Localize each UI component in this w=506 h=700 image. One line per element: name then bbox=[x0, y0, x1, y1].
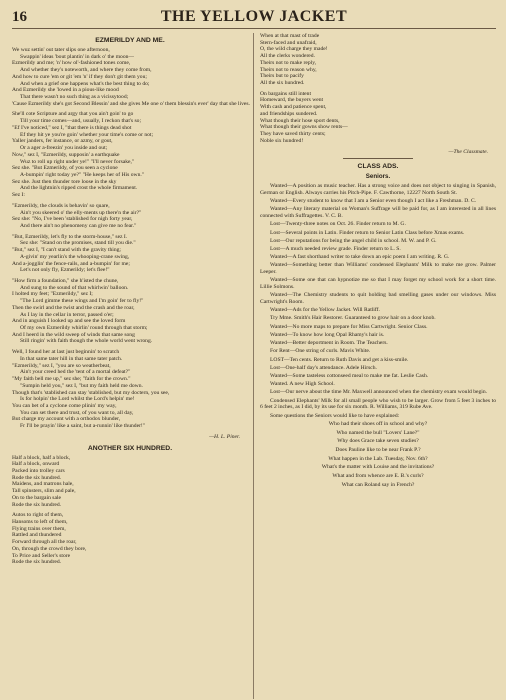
poem-line: Stern-faced and unafraid, bbox=[260, 39, 317, 46]
poem-line: Ain't your creed hed the 'tent of a mortal defeat?" bbox=[20, 369, 131, 376]
class-ad: Lost—A much needed review grade. Finder return to L. S. bbox=[270, 245, 401, 252]
poem-line: Theirs but to pacify bbox=[260, 73, 304, 80]
poem-line: We wuz settin' out tater slips one afternoon, bbox=[12, 47, 110, 53]
poem-line: Homeward, the buyers went bbox=[260, 97, 324, 104]
poem-line: You can bet of a cyclone come plinin' my way, bbox=[12, 402, 117, 409]
poem-line: Wuz to roll up right under ye!" "I'll never forsake," bbox=[20, 158, 135, 165]
poem-line: Rode the six hundred. bbox=[12, 501, 62, 508]
poem-body bbox=[260, 33, 496, 145]
poem-line: Or a ager a-freezin' you inside and out; bbox=[20, 145, 108, 152]
questions-list bbox=[260, 421, 496, 489]
poem-line: I holted my feet; "Ezmerildy," sez I; bbox=[12, 291, 93, 298]
left-column bbox=[12, 33, 254, 699]
class-ad: Wanted—Something better than Williams' condensed Elephants' Milk to make me grow. Palmer Leeper. bbox=[260, 262, 496, 276]
poem-line: Though that's 'stablished can stay 'stablished, but my doctern, you see, bbox=[12, 389, 170, 396]
poem-line: And in anguish I looked up and see the loved form bbox=[12, 318, 126, 325]
poem-line: "Ezmerildy, the clouds is behavin' so quare, bbox=[12, 202, 110, 209]
stanza bbox=[260, 33, 496, 87]
poem-body bbox=[12, 455, 248, 567]
poem-line: Sez I: bbox=[12, 192, 25, 199]
poem-line: Rode the six hundred. bbox=[12, 474, 62, 481]
stanza bbox=[12, 234, 248, 274]
poem-line: Sez she: "Stand on the promises, stand till you die." bbox=[20, 240, 136, 247]
class-ad: Wanted—A position as music teacher. Has a strong voice and does not object to singing in Spanish, German or English. Always carries his Pitch-Pipe. F. Cawthorne, 12227 North South St. bbox=[260, 183, 496, 196]
poem-line: Sez she: "No, I've been 'stablished for nigh forty year, bbox=[12, 216, 133, 223]
poem-line: Tall spinsters, slim and pale, bbox=[12, 488, 76, 495]
poem-line: Yaller janders, fer instance, or azmy, or gout, bbox=[12, 138, 113, 145]
poem-signature: —The Classmate. bbox=[448, 148, 488, 155]
class-ad: For Rent—One string of curls. Mavis White. bbox=[270, 348, 371, 355]
question-item: What and from whence are E. B.'s curls? bbox=[332, 473, 424, 480]
poem-line: As I lay in the cellar in terror, passed o'er; bbox=[20, 311, 114, 318]
poem-line: On, through the crowd they bore, bbox=[12, 545, 87, 552]
question-item: Who had their shoes off in school and why? bbox=[328, 420, 428, 427]
poem-line: Half a block, half a block, bbox=[12, 454, 71, 461]
section-subtitle: Seniors. bbox=[365, 173, 391, 181]
poem-line: Then the swirl and the twist and the crash and the roar, bbox=[12, 304, 135, 311]
poem-line: But charge my account with a orthodox blunder, bbox=[12, 416, 121, 423]
poem-line: Sez she. "But Ezmerildy, of you seen a cyclone bbox=[12, 165, 118, 172]
section-title: CLASS ADS. bbox=[357, 163, 399, 171]
stanza bbox=[12, 512, 248, 566]
poem-line: A-bumpin' right today ye?" "He keeps her of His own." bbox=[20, 171, 145, 178]
class-ad: Wanted—Any literary material on Woman's Suffrage will be paid for, as I am interested in all lines connected with Suffragettes. V. C. B. bbox=[260, 206, 496, 220]
poem-line: And whether they's noteworth, and where they come from, bbox=[20, 67, 152, 74]
poem-line: Well, I found her at last just beginnin' to scratch bbox=[12, 349, 120, 356]
poem-line: In that same tater hill in that same tater patch. bbox=[20, 355, 123, 362]
poem-line: Rode the six hundred. bbox=[12, 559, 62, 566]
right-column bbox=[254, 33, 496, 699]
class-ad: Some questions the Seniors would like to have explained: bbox=[270, 412, 400, 419]
poem-line: Autos to right of them, bbox=[12, 512, 64, 519]
poem-line: Sez she. Just then thunder tore loose in the sky bbox=[12, 178, 117, 185]
poem-line: Let's not only fly, Ezmerildy; let's flee!" bbox=[20, 267, 110, 274]
poem-line: You can set there and trust, of you want to, all day, bbox=[20, 409, 134, 416]
question-item: What can Roland say in French? bbox=[341, 481, 415, 488]
page-number: 16 bbox=[12, 8, 27, 25]
page-header bbox=[12, 6, 496, 29]
poem-line: Till your time comes—and, usually, I reckon that's so; bbox=[20, 118, 141, 125]
class-ad: Wanted—Ads for the Yellow Jacket. Will Ratliff. bbox=[270, 307, 380, 314]
class-ad: Lost—One-half day's attendance. Adele Hirsch. bbox=[270, 364, 377, 371]
poem-line: "Ef I've noticed," sez I, "that there is things dead shot bbox=[12, 124, 132, 131]
poem-line: They have saved thirty cents; bbox=[260, 131, 326, 138]
stanza bbox=[12, 203, 248, 230]
poem-line: Fr I'll be prayin' like a saint, but a-runnin' like thunder!" bbox=[20, 423, 146, 430]
stanza bbox=[12, 278, 248, 345]
poem-line: "But, Ezmerildy, let's fly to the storm-house," sez I. bbox=[12, 233, 128, 240]
poem-line: O, the wild charge they made! bbox=[260, 46, 328, 53]
poem-line: And a-jogglin' the fence-rails, and a-bumpin' for me; bbox=[12, 260, 130, 267]
page-title: THE YELLOW JACKET bbox=[160, 8, 348, 25]
poem-line: On bargains still intent bbox=[260, 90, 312, 97]
poem-line: Hansoms to left of them, bbox=[12, 519, 68, 525]
class-ads-list bbox=[260, 183, 496, 419]
poem-line: Theirs not to make reply, bbox=[260, 59, 317, 66]
class-ad: Lost—Our nerve about the time Mr. Maxwell announced when the chemistry exam would begin. bbox=[270, 389, 488, 396]
class-ad: Wanted—Some tasteless cottonseed meal to make me fat. Leslie Cash. bbox=[270, 372, 429, 379]
poem-line: And the lightnin's ripped crost the whole firmament. bbox=[20, 185, 138, 192]
class-ad: Wanted—Some one that can hypnotize me so that I may forget my school work for a short time. Lillie Solmons. bbox=[260, 277, 496, 291]
question-item: What happen in the Lab. Tuesday, Nov. 6th? bbox=[328, 455, 428, 462]
poem-line: What though their gowns show rents— bbox=[260, 124, 348, 131]
class-ad: Wanted—A fast shorthand writer to take down an epic poem I am writing. R. G. bbox=[270, 254, 450, 261]
poem-line: "Sumpin held you," sez I, "but my faith held me down. bbox=[20, 382, 143, 389]
poem-line: Of my own Ezmerildy whirlin' round through that storm; bbox=[20, 325, 148, 332]
columns bbox=[12, 33, 496, 699]
poem-line: Maidens, and matrons hale, bbox=[12, 481, 74, 488]
poem-line: Theirs not to reason why, bbox=[260, 66, 317, 73]
poem-line: All the clerks wondered. bbox=[260, 53, 315, 60]
poem-line: Packed into trolley cars bbox=[12, 467, 65, 474]
stanza bbox=[12, 47, 248, 107]
poem-line: Flying trains over them, bbox=[12, 525, 66, 532]
poem-line: And how to cure 'em or git 'em 'n' if they don't git them you; bbox=[12, 73, 147, 80]
poem-line: Ezmerildy and me; 'n' how ol'-fashioned tones come, bbox=[12, 60, 131, 67]
poem-title: ANOTHER SIX HUNDRED. bbox=[87, 444, 173, 452]
poem-line: And when a grief one happens what's the best thing to do; bbox=[20, 80, 150, 87]
class-ad: LOST—Ten cents. Return to Ruth Davis and get a kiss-smile. bbox=[270, 356, 409, 363]
poem-line: What though their hose sport dents, bbox=[260, 117, 340, 124]
class-ad: Wanted—To know how long Opal Rhamy's hair is. bbox=[270, 331, 385, 338]
poem-line: Ef they hit ye you're goin' whether your time's come or not; bbox=[20, 131, 154, 138]
poem-line: Still ringin' with faith though the whole world went wrong. bbox=[20, 338, 153, 345]
poem-line: Swappin' ideas 'bout plantin' in dark o' the moon— bbox=[20, 53, 135, 60]
class-ad: Wanted—Better deportment in Room. The Teachers. bbox=[270, 340, 388, 347]
question-item: What's the matter with Louise and the invitations? bbox=[321, 464, 435, 471]
question-item: Who named the bull "Lovers' Lane?" bbox=[336, 429, 420, 436]
poem-line: "The Lord gimme these wings and I'm goin' fer to fly!" bbox=[20, 298, 144, 305]
poem-line: 'Cause Ezmerildy she's got Second Blessin' and she gives Me one o' them blessin's ever' day that she lives. bbox=[12, 100, 250, 107]
poem-line: Ain't you skeered o' the elly-ments up there'n the air?" bbox=[20, 209, 142, 216]
poem-title: EZMERILDY AND ME. bbox=[95, 37, 165, 44]
question-item: Why does Grace take seven studies? bbox=[337, 438, 419, 445]
stanza bbox=[260, 91, 496, 145]
poem-line: Noble six hundred! bbox=[260, 137, 304, 144]
poem-line: When at that mast of trade bbox=[260, 33, 320, 39]
poem-line: "But," sez I, "I can't stand with the gravity thing; bbox=[12, 247, 121, 254]
class-ad: Wanted. A new High School. bbox=[270, 381, 335, 388]
poem-line: And sung to the sound of that whirlwin' balloon. bbox=[20, 284, 129, 291]
divider bbox=[343, 158, 413, 159]
poem-line: And I heerd in the wild sweep of winds that same song bbox=[12, 331, 135, 338]
class-ad: Wanted—The Chemistry students to quit holding bad smelling gases under our windows. Miss Cartwright's Room. bbox=[260, 292, 496, 305]
poem-line: All the six hundred. bbox=[260, 80, 305, 87]
poem-body bbox=[12, 47, 248, 430]
poem-line: She'll cote Scripture and argy that you ain't goin' to go bbox=[12, 111, 134, 118]
poem-line: That there wasn't no such thing as a vicissytood; bbox=[20, 94, 129, 101]
poem-line: Forward through all the roar, bbox=[12, 539, 77, 546]
poem-line: Now," sez I, "Ezmerildy, supposin' a earthquake bbox=[12, 151, 120, 158]
class-ad: Wanted—No more maps to prepare for Miss Cartwright. Senior Class. bbox=[270, 323, 428, 330]
stanza bbox=[12, 455, 248, 509]
poem-line: To Price and Seller's store bbox=[12, 552, 71, 559]
poem-line: "My faith bell me up," sez she; "faith for the crown." bbox=[12, 376, 131, 383]
class-ad: Condensed Elephants' Milk for all small people who wish to be larger. Grow from 5 feet 3 inches to 6 feet 2 inches, as I did, by its use for six month. R. Williams, 319 Rube Ave. bbox=[260, 397, 496, 411]
class-ad: Lost—Twenty-three notes on Oct. 26. Finder return to M. G. bbox=[270, 221, 406, 228]
poem-line: And Ezmerildy she 'lowed in a pious-like mood bbox=[12, 87, 119, 94]
poem-line: Half a block, onward bbox=[12, 461, 60, 468]
class-ad: Try Mme. Smith's Hair Restorer. Guaranteed to grow hair on a door knob. bbox=[270, 315, 436, 322]
question-item: Does Pauline like to be near Frank P.? bbox=[335, 446, 421, 453]
poem-line: Rattled and thundered bbox=[12, 532, 62, 539]
poem-line: "Ezmerildy," sez I, "you are so weatherbeat, bbox=[12, 362, 111, 369]
poem-signature: —H. L. Piner. bbox=[209, 433, 240, 440]
class-ad: Wanted—Every student to know that I am a Senior even though I act like a Freshman. D. C. bbox=[270, 198, 477, 205]
poem-line: With cash and patience spent, bbox=[260, 104, 327, 111]
stanza bbox=[12, 111, 248, 198]
class-ad: Lost—Several points in Latin. Finder return to Senior Latin Class before Xmas exams. bbox=[270, 229, 465, 236]
poem-line: and friendships sundered. bbox=[260, 110, 318, 117]
poem-line: Is for holpin' the Lord whilst the Lord's helpin' me! bbox=[20, 396, 135, 403]
poem-line: "How firm a foundation," she h'isted the chune, bbox=[12, 278, 119, 284]
poem-line: On to the bargain sale bbox=[12, 494, 61, 501]
class-ad: Lost—Our reputations for being the angel child in school. M. W. and P. G. bbox=[270, 237, 437, 244]
poem-line: A-givin' my yearlin's the whooping-crane swing, bbox=[20, 253, 130, 260]
stanza bbox=[12, 349, 248, 430]
poem-line: And there ain't no phenomeny can give me no fear." bbox=[20, 222, 137, 229]
